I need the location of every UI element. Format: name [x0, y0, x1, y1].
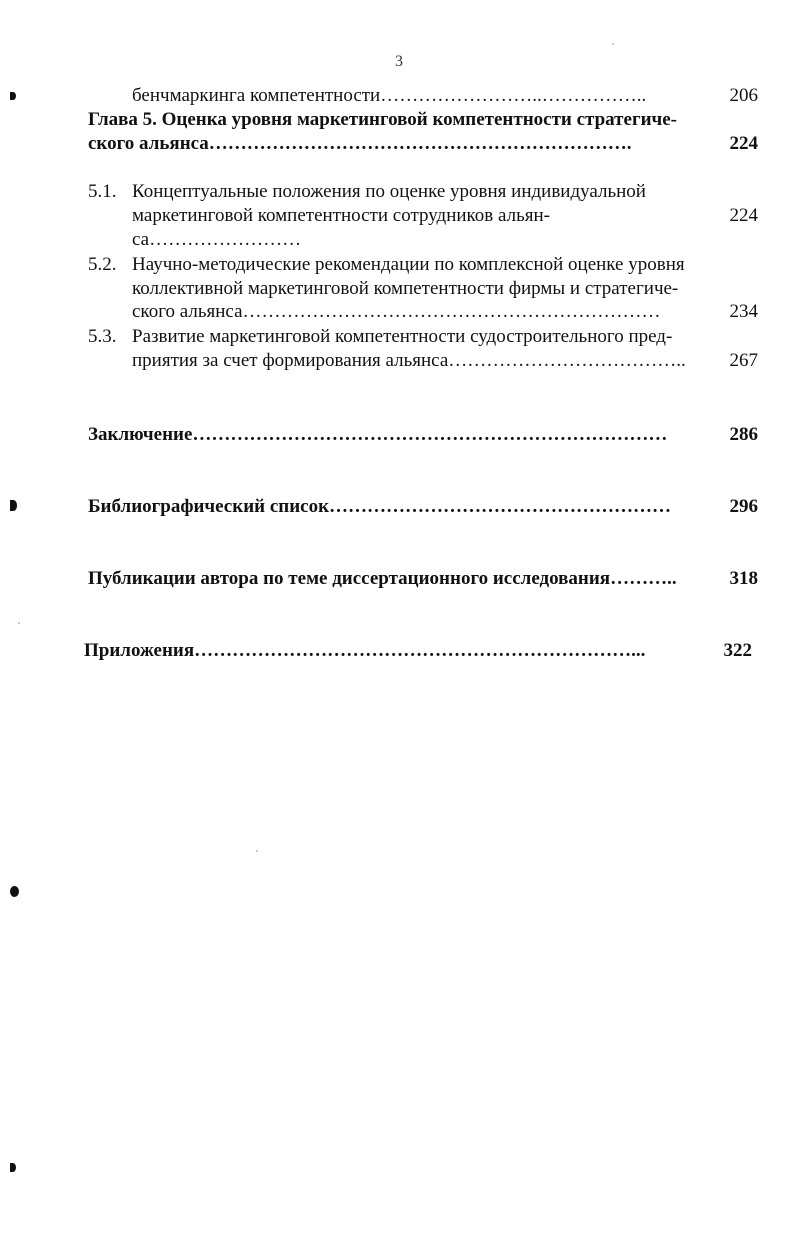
section-title-line: маркетинговой компетентности сотрудников альян- [132, 205, 551, 226]
toc-entry-text: Приложения……………………………………………………………... [84, 640, 646, 661]
toc-page-number: 322 [723, 640, 752, 661]
margin-mark [10, 886, 19, 897]
toc-page-number: 267 [729, 350, 758, 371]
toc-entry-text: Публикации автора по теме диссертационного исследования……….. [88, 568, 677, 589]
chapter-title-line: Глава 5. Оценка уровня маркетинговой компетентности стратегиче- [88, 109, 677, 130]
toc-entry-text: бенчмаркинга компетентности……………………..…………….. [132, 85, 647, 106]
section-title-line: Развитие маркетинговой компетентности судостроительного пред- [132, 326, 673, 347]
speck [18, 622, 20, 624]
margin-mark [10, 1163, 16, 1172]
page-number: 3 [395, 53, 403, 70]
section-title-line: приятия за счет формирования альянса……………………………….. [132, 350, 686, 371]
section-title-line: ского альянса………………………………………………………… [132, 301, 661, 322]
section-title-line: Научно-методические рекомендации по комплексной оценке уровня [132, 254, 685, 275]
margin-mark [10, 92, 16, 100]
toc-page-number: 234 [729, 301, 758, 322]
chapter-title-line: ского альянса…………………………………………………………. [88, 133, 632, 154]
toc-entry-text: Библиографический список……………………………………………… [88, 496, 672, 517]
section-number: 5.1. [88, 181, 117, 202]
toc-entry-text: Заключение………………………………………………………………… [88, 424, 668, 445]
toc-page-number: 318 [729, 568, 758, 589]
speck [612, 43, 614, 45]
section-title-line: Концептуальные положения по оценке уровня индивидуальной [132, 181, 646, 202]
toc-page-number: 206 [729, 85, 758, 106]
margin-mark [10, 500, 17, 511]
toc-page-number: 286 [729, 424, 758, 445]
toc-page-number: 224 [729, 205, 758, 226]
section-title-line: коллективной маркетинговой компетентности фирмы и стратегиче- [132, 278, 679, 299]
section-title-line: са…………………… [132, 229, 302, 250]
toc-page-number: 224 [729, 133, 758, 154]
section-number: 5.3. [88, 326, 117, 347]
section-number: 5.2. [88, 254, 117, 275]
toc-page-number: 296 [729, 496, 758, 517]
speck [256, 850, 258, 852]
